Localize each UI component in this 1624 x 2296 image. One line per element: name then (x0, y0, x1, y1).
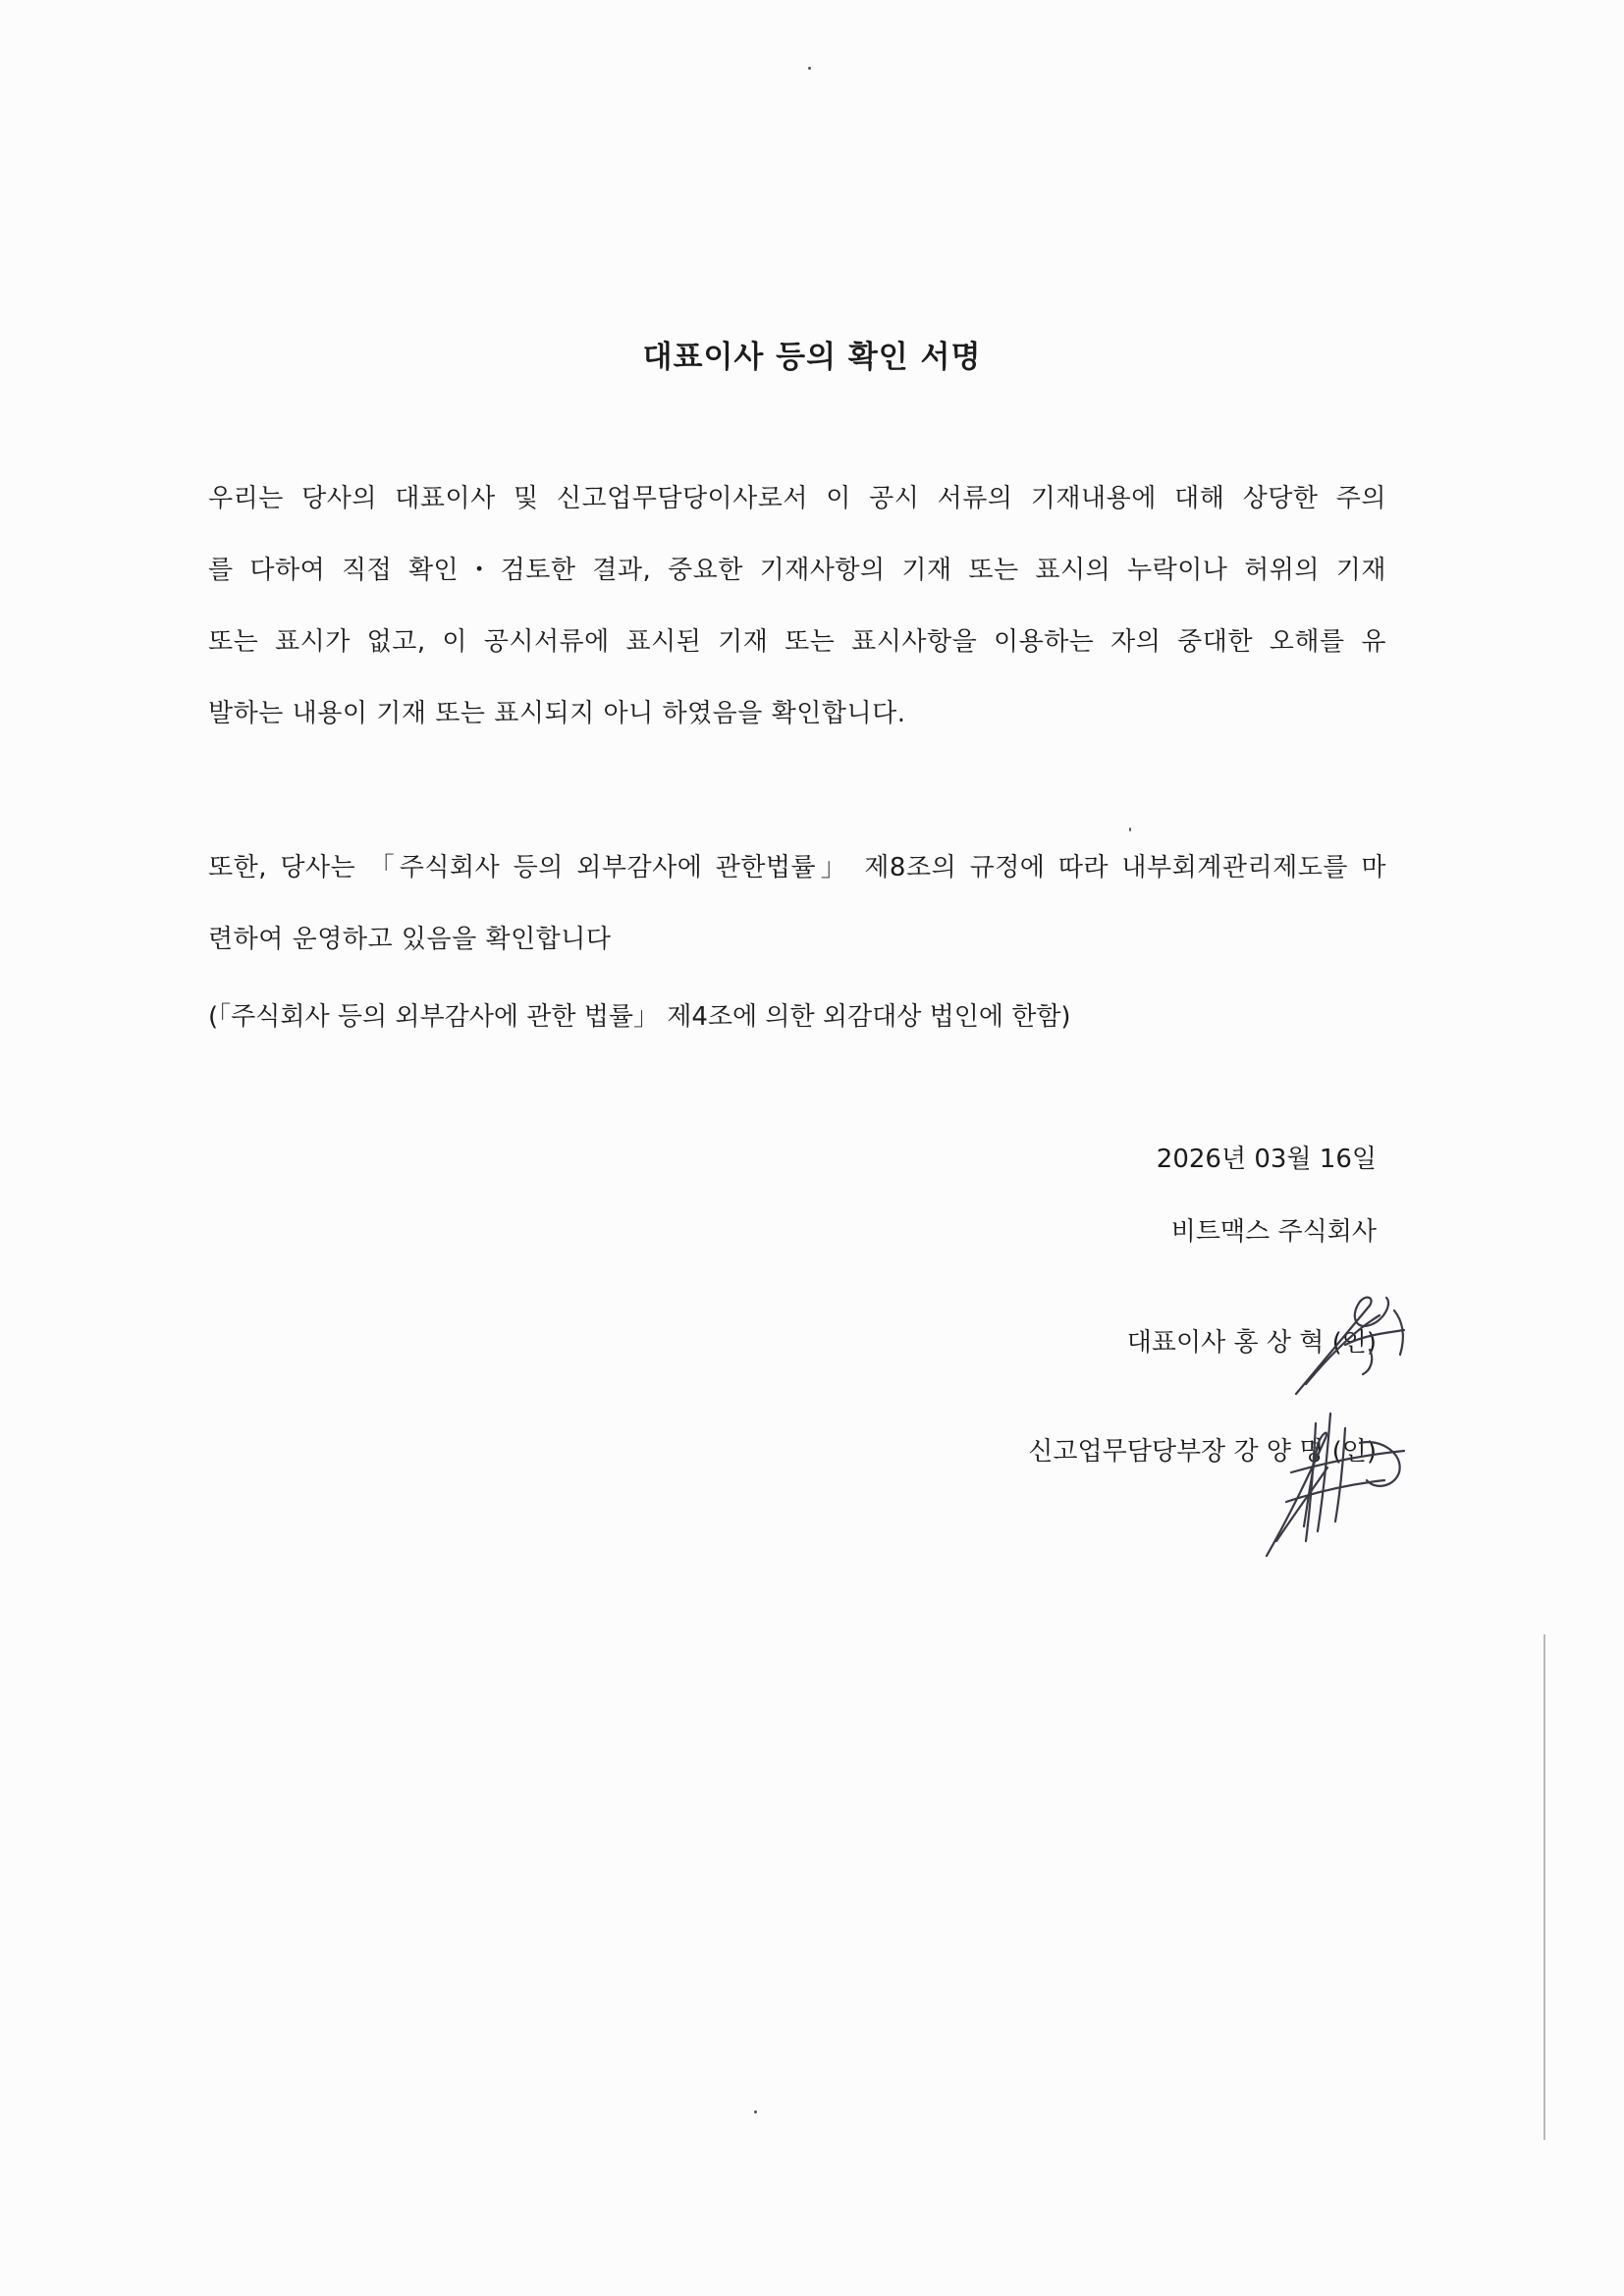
scan-speck (1129, 828, 1131, 831)
applicability-note: (「주식회사 등의 외부감사에 관한 법률」 제4조에 의한 외감대상 법인에 한함) (208, 1002, 1071, 1032)
paragraph-line: 를 다하여 직접 확인・검토한 결과, 중요한 기재사항의 기재 또는 표시의 누락이나 허위의 기재 (208, 556, 1386, 585)
scan-edge-line (1543, 1634, 1545, 2140)
signing-date: 2026년 03월 16일 (1156, 1145, 1377, 1174)
document-title: 대표이사 등의 확인 서명 (642, 340, 982, 375)
officer-handwritten-signature (1257, 1394, 1424, 1566)
officer-signature-line: 신고업무담당부장 강 양 명 (인) (1028, 1437, 1377, 1467)
paragraph-line: 련하여 운영하고 있음을 확인합니다 (208, 925, 612, 954)
internal-control-paragraph (208, 832, 1386, 976)
scan-speck (808, 67, 811, 70)
paragraph-line: 또는 표시가 없고, 이 공시서류에 표시된 기재 또는 표시사항을 이용하는 자의 중대한 오해를 유 (208, 627, 1386, 657)
scan-speck (754, 2110, 757, 2113)
confirmation-paragraph (208, 463, 1386, 750)
ceo-signature-line: 대표이사 홍 상 혁 (인) (1126, 1328, 1377, 1358)
company-name: 비트맥스 주식회사 (1170, 1217, 1377, 1247)
paragraph-line: 우리는 당사의 대표이사 및 신고업무담당이사로서 이 공시 서류의 기재내용에 대해 상당한 주의 (208, 484, 1386, 513)
paragraph-line: 발하는 내용이 기재 또는 표시되지 아니 하였음을 확인합니다. (208, 699, 906, 728)
paragraph-line: 또한, 당사는 「주식회사 등의 외부감사에 관한법률」 제8조의 규정에 따라 내부회계관리제도를 마 (208, 853, 1386, 882)
